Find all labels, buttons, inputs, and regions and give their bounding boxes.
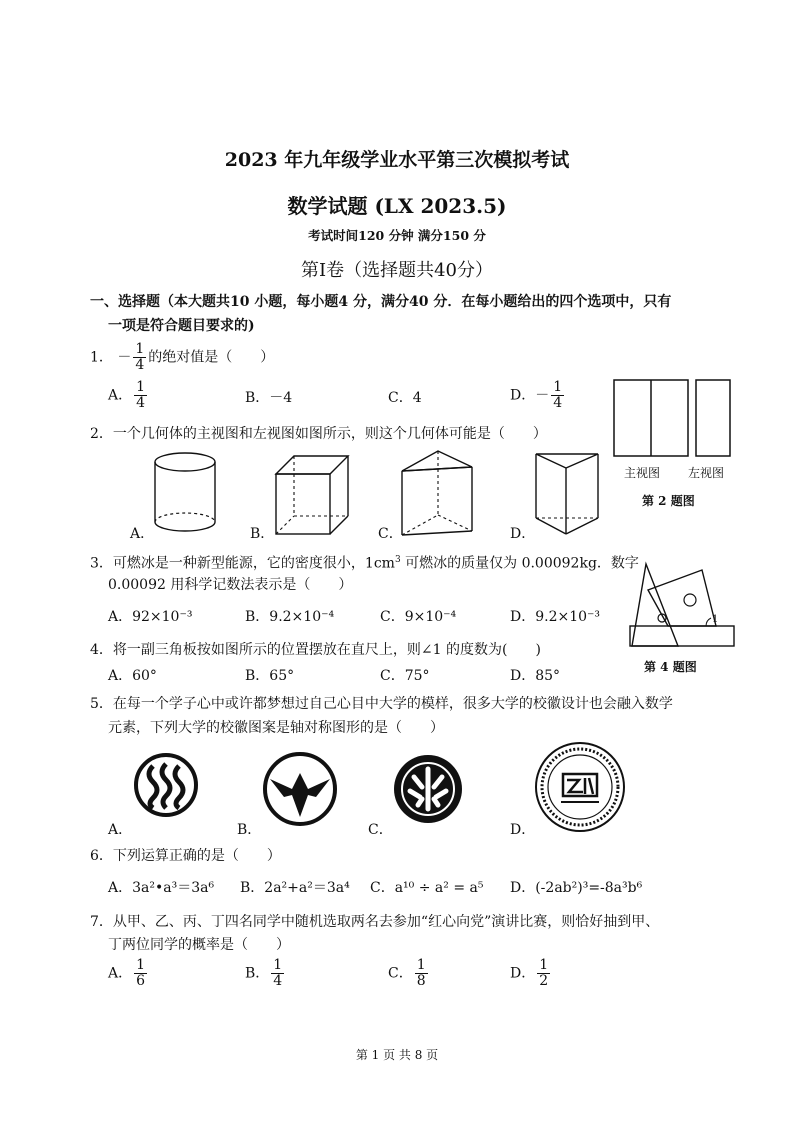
volume-title: 第Ⅰ卷（选择题共40分） [300, 260, 493, 281]
q2-front-view-label: 主视图 [624, 466, 661, 480]
exam-info: 考试时间120 分钟 满分150 分 [308, 228, 486, 243]
q2-left-view-label: 左视图 [688, 466, 725, 480]
q1-number: 1． [90, 349, 113, 366]
q5-emblem-b-icon [262, 751, 338, 827]
exam-title: 2023 年九年级学业水平第三次模拟考试 [224, 149, 570, 171]
question-4-stem: 4．将一副三角板按如图所示的位置摆放在直尺上，则∠1 的度数为( ) [90, 642, 541, 658]
question-5-line2: 元素，下列大学的校徽图案是轴对称图形的是（ ） [108, 720, 444, 736]
q1-option-c: C．4 [388, 390, 422, 406]
q1-option-a: A． $\frac{1}{4}$ [108, 379, 146, 411]
question-1-stem [90, 342, 274, 373]
q2-option-b: B． [250, 526, 275, 542]
question-3-line1: 3．可燃冰是一种新型能源，它的密度很小，$1cm^3$ 可燃冰的质量仅为 0.00092kg．数字 [90, 555, 639, 572]
section-heading-line2: 一项是符合题目要求的) [108, 318, 255, 334]
q1-option-d: D．－ $\frac{1}{4}$ [510, 379, 563, 411]
q6-option-d: D．(-2ab²)³=-8a³b⁶ [510, 880, 643, 896]
q7-option-a: A． $\frac{1}{6}$ [108, 957, 146, 989]
q2-views-figure [612, 378, 732, 460]
question-3-line2: 0.00092 用科学记数法表示是（ ） [108, 577, 353, 593]
q2-prism-figure [398, 447, 478, 539]
q4-option-a: A．60° [108, 668, 157, 684]
q7-option-d: D． $\frac{1}{2}$ [510, 957, 549, 989]
q7-option-c: C． $\frac{1}{8}$ [388, 957, 426, 989]
q4-option-c: C．75° [380, 668, 430, 684]
section-heading-line1: 一、选择题（本大题共10 小题，每小题4 分，满分40 分．在每小题给出的四个选项中，只有 [90, 294, 672, 310]
q5-option-d: D． [510, 822, 536, 838]
question-7-line2: 丁两位同学的概率是（ ） [108, 937, 290, 953]
q5-emblem-c-icon [392, 753, 464, 825]
q5-option-a: A． [108, 822, 133, 838]
q2-figure-caption: 第 2 题图 [642, 494, 695, 508]
q5-emblem-a-icon [133, 752, 199, 818]
q7-option-b: B． $\frac{1}{4}$ [245, 957, 283, 989]
question-5-line1: 5．在每一个学子心中或许都梦想过自己心目中大学的模样，很多大学的校徽设计也会融入数学 [90, 696, 673, 712]
q2-triangular-prism-figure [530, 450, 602, 538]
q5-emblem-d-icon [533, 740, 627, 834]
q4-triangle-ruler-figure [628, 560, 736, 650]
q4-figure-caption: 第 4 题图 [644, 660, 697, 674]
exam-subtitle: 数学试题 (LX 2023.5) [287, 194, 507, 218]
q1-sign: － [117, 349, 132, 366]
q1-stem-text: 的绝对值是（ ） [148, 349, 275, 366]
q2-cuboid-figure [272, 452, 352, 537]
q4-option-b: B．65° [245, 668, 295, 684]
q4-angle-label: 1 [712, 614, 719, 625]
q3-option-c: C．9×10⁻⁴ [380, 609, 457, 625]
q4-option-d: D．85° [510, 668, 561, 684]
question-2-stem: 2．一个几何体的主视图和左视图如图所示，则这个几何体可能是（ ） [90, 426, 547, 442]
question-7-line1: 7．从甲、乙、丙、丁四名同学中随机选取两名去参加“红心向党”演讲比赛，则恰好抽到甲、 [90, 914, 660, 930]
q3-option-b: B．9.2×10⁻⁴ [245, 609, 335, 625]
q1-option-b: B．－4 [245, 390, 293, 406]
page-footer: 第 1 页 共 8 页 [355, 1048, 439, 1062]
q3-option-a: A．92×10⁻³ [108, 609, 193, 625]
q5-option-c: C． [368, 822, 393, 838]
q3-option-d: D．9.2×10⁻³ [510, 609, 601, 625]
q2-option-c: C． [378, 526, 403, 542]
q2-option-d: D． [510, 526, 536, 542]
q6-option-b: B．2a²+a²＝3a⁴ [240, 880, 350, 896]
q6-option-c: C．a¹⁰ ÷ a² = a⁵ [370, 880, 484, 896]
q6-option-a: A．3a²•a³＝3a⁶ [108, 880, 215, 896]
q2-cylinder-figure [150, 450, 220, 535]
question-6-stem: 6．下列运算正确的是（ ） [90, 848, 281, 864]
q1-fraction: $\frac{1}{4}$ [135, 341, 145, 373]
q5-option-b: B． [237, 822, 262, 838]
q2-option-a: A． [130, 526, 155, 542]
